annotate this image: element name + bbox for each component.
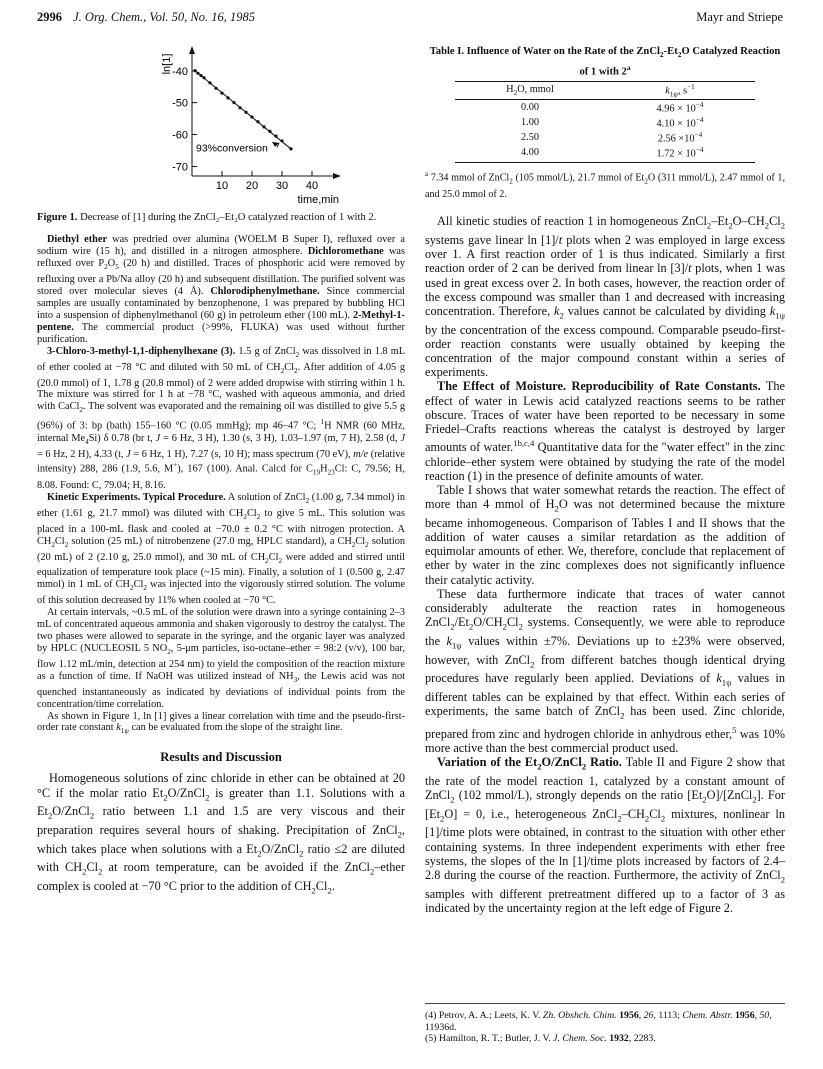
data-point — [193, 69, 196, 72]
data-point — [256, 120, 259, 123]
table-1-header-rate: $k_{1\psi}$, $s^{-1}$ — [605, 81, 755, 99]
running-authors: Mayr and Striepe — [696, 10, 783, 24]
data-point — [268, 130, 271, 133]
table-1-title: Table I. Influence of Water on the Rate of the $ZnCl_2-Et_2O$ Catalyzed Reaction of 1 with 2$^a$ — [429, 46, 781, 78]
data-point — [262, 125, 265, 128]
table-row — [455, 100, 755, 116]
figure-1-caption-label: Figure 1. — [37, 212, 78, 223]
experimental-paragraph-2: 3-Chloro-3-methyl-1,1-diphenylhexane (3). 1.5 g of ZnCl$_2$ was dissolved in 1.8 mL of ether cooled at −78 °C and diluted with 50 mL of $CH_2Cl_2$. After addition of 4.05 g (20.0 mmol) of 1, 1.78 g (20.8 mmol) of 2 were added dropwise with stirring within 1 h. The mixture was stirred for 1 h at −78 °C, washed with aqueous ammonia, and dried with CaCl$_2$. The solvent was evaporated and the remaining oil was distilled to give 5.5 g (96%) of 3: bp (bath) 155–160 °C (0.05 mmHg); mp 46–47 °C; $^1$H NMR (60 MHz, internal $Me_4Si$) δ 0.78 (br t, J = 6 Hz, 3 H), 1.30 (s, 3 H), 1.03–1.97 (m, 7 H), 2.58 (d, J = 6 Hz, 2 H), 4.33 (t, J = 6 Hz, 1 H), 7.27 (s, 10 H); mass spectrum (70 eV), m/e (relative intensity) 288, 286 (1.9, 5.6, M+), 167 (100). Anal. Calcd for $C_{19}H_{23}Cl$: C, 79.56; H, 8.08. Found: C, 79.04; H, 8.16. — [37, 345, 406, 491]
table-1-footnote: $^a$ 7.34 mmol of ZnCl$_2$ (105 mmol/L), 21.7 mmol of $Et_2O$ (311 mmol/L), 2.47 mmol of 1, and 25.0 mmol of 2. — [425, 170, 785, 200]
y-axis-label: ln[1] — [161, 53, 173, 75]
experimental-paragraph-1: Diethyl ether was predried over alumina (WOELM B Super I), refluxed over a sodium wire (15 h), and distilled in a nitrogen atmosphere. Dichloromethane was refluxed over $P_2O_5$ (20 h) and distilled. Traces of phosphoric acid were removed by refluxing over a Pb/Na alloy (20 h) and subsequent distillation. The purified solvent was stored over molecular sieves (4 Å). Chlorodiphenylmethane. Since commercial samples are usually contaminated by benzophenone, 1 was prepared by bubbling HCl into a suspension of diphenylmethanol (60 g) in petroleum ether (100 mL). 2-Methyl-1-pentene. The commercial product (>99%, FLUKA) was used without further purification. — [37, 234, 406, 345]
discussion-paragraph-2: The Effect of Moisture. Reproducibility of Rate Constants. The effect of water in Lewis acid catalyzed reactions seems to be rather obscure. Traces of water have been reported to be necessary in some Friedel–Crafts reactions whereas the catalyst is destroyed by larger amounts of water.$^{1b,c,4}$ Quantitative data for the "water effect" in the zinc chloride–ether system were obtained by studying the rate of the model reaction (1) in the presence of definite amounts of water. — [425, 379, 786, 483]
table-row — [455, 145, 755, 163]
discussion-paragraph-1: All kinetic studies of reaction 1 in homogeneous $ZnCl_2-Et_2O-CH_2Cl_2$ systems gave linear ln [1]/t plots when 2 was employed in large excess over 1. A first reaction order of 1 is thus indicated. Similarly a first reaction order of 2 can be derived from linear ln [3]/t plots, when 1 was used in great excess over 2. In both cases, however, the reaction order of the excess compound was smaller than 1 and decreased with increasing concentration. Therefore, $k_2$ values cannot be calculated by dividing $k_{1\psi}$ by the concentration of the excess compound. Comparable pseudo-first-order reaction constants were usually obtained by keeping the concentration of the major compound constant within a series of experiments. — [425, 214, 785, 380]
data-point — [214, 87, 217, 90]
journal-citation: J. Org. Chem., Vol. 50, No. 16, 1985 — [73, 10, 255, 24]
x-tick-label: 20 — [245, 180, 259, 192]
results-text-left — [37, 771, 405, 897]
y-tick-label: -60 — [172, 129, 188, 142]
y-tick-label: -40 — [172, 65, 188, 78]
results-heading: Results and Discussion — [160, 750, 282, 765]
data-point — [196, 72, 199, 75]
left-column — [37, 40, 405, 898]
page-number: 2996 — [37, 10, 62, 24]
experimental-paragraph-5: As shown in Figure 1, ln [1] gives a linear correlation with time and the pseudo-first-order rate constant $k_{1\psi}$ can be evaluated from the slope of the straight line. — [37, 710, 405, 736]
y-tick-label: -70 — [172, 161, 188, 174]
water-cell: 4.00 — [455, 145, 605, 163]
y-axis-arrow — [189, 46, 195, 54]
data-point — [220, 91, 223, 94]
water-cell: 1.00 — [520, 117, 540, 129]
y-tick-label: -50 — [172, 97, 188, 110]
water-cell: 2.50 — [520, 132, 540, 144]
figure-1-caption-text: Decrease of [1] during the ZnCl₂–Et₂O catalyzed reaction of 1 with 2. — [80, 212, 377, 223]
data-point — [250, 115, 253, 118]
discussion-paragraph-4: These data furthermore indicate that traces of water cannot considerably adulterate the reaction rates in homogeneous $ZnCl_2/Et_2O/CH_2Cl_2$ systems. Consequently, we were able to reproduce the $k_{1\psi}$ values within ±7%. Deviations up to ±23% were observed, however, with ZnCl$_2$ from different batches though identical drying procedures have regularly been applied. Deviations of $k_{1\psi}$ values in different tables can be explained by that effect. Within each series of experiments, the same batch of ZnCl$_2$ has been used. Zinc chloride, prepared from zinc and hydrogen chloride in anhydrous ether,$^5$ was 10% more active than the best commercial product used. — [425, 586, 785, 756]
table-1-header-water: $H_2O$, mmol — [455, 81, 605, 99]
data-point — [244, 111, 247, 114]
rate-cell: $4.96 \times 10^{-4}$ — [656, 101, 704, 115]
x-axis-arrow — [333, 173, 341, 179]
reference-4: (4) Petrov, A. A.; Leets, K. V. Zh. Obshch. Chim. 1956, 26, 1113; Chem. Abstr. 1956, 50, 11936d. — [425, 1010, 772, 1033]
experimental-paragraph-4: At certain intervals, ~0.5 mL of the solution were drawn into a syringe containing 2–3 mL of concentrated aqueous ammonia and shaken vigorously to destroy the catalyst. The two phases were allowed to separate in the syringe, and the organic layer was analyzed by HPLC (NUCLEOSIL 5 $NO_2$, 5-μm particles, iso-octane–ether = 98:2 (v/v), 100 bar, flow 1.12 mL/min, detection at 254 nm) to yield the composition of the reaction mixture as a function of time. If NaOH was utilized instead of $NH_3$, the Lewis acid was not quenched instantaneously as indicated by deviations of individual points from the concentration/time correlation. — [37, 607, 406, 710]
figure-1 — [37, 40, 405, 208]
x-axis-label: time,min — [297, 194, 339, 206]
results-paragraph-1: Homogeneous solutions of zinc chloride in ether can be obtained at 20 °C if the molar ratio $Et_2O/ZnCl_2$ is greater than 1.1. Solutions with a $Et_2O/ZnCl_2$ ratio between 1.1 and 1.5 are very viscous and their preparation requires several hours of shaking. Precipitation of ZnCl$_2$, which takes place when solutions with a $Et_2O/ZnCl_2$ ratio ≤2 are diluted with $CH_2Cl_2$ at room temperature, can be avoided if the ZnCl$_2$–ether complex is cooled at −70 °C prior to the addition of $CH_2Cl_2$. — [37, 771, 406, 896]
references — [425, 1003, 785, 1045]
rate-cell: $2.56 \times 10^{-4}$ — [657, 131, 703, 145]
data-point — [226, 96, 229, 99]
data-point — [280, 139, 283, 142]
results-text-right — [425, 214, 785, 915]
data-point — [274, 135, 277, 138]
right-column — [425, 40, 785, 915]
data-point — [232, 101, 235, 104]
experimental-section — [37, 234, 405, 738]
rate-cell: $4.10 \times 10^{-4}$ — [656, 116, 704, 130]
page-header — [37, 10, 783, 30]
x-tick-label: 10 — [215, 180, 229, 192]
data-point — [199, 74, 202, 77]
figure-1-plot — [37, 40, 405, 208]
data-point — [202, 76, 205, 79]
table-row — [455, 115, 755, 130]
reference-5: (5) Hamilton, R. T.; Butler, J. V. J. Chem. Soc. 1932, 2283. — [425, 1033, 656, 1045]
rate-cell: $1.72 \times 10^{-4}$ — [605, 145, 755, 163]
x-tick-label: 30 — [275, 180, 289, 192]
data-point — [289, 147, 292, 150]
table-1 — [455, 81, 755, 164]
x-tick-label: 40 — [305, 180, 319, 192]
experimental-paragraph-3: Kinetic Experiments. Typical Procedure. A solution of ZnCl$_2$ (1.00 g, 7.34 mmol) in ether (1.61 g, 21.7 mmol) was diluted with $CH_2Cl_2$ to give 5 mL. This solution was placed in a 100-mL flask and cooled at −70.0 ± 0.2 °C with nitrogen protection. A $CH_2Cl_2$ solution (25 mL) of nitrobenzene (27.0 mg, HPLC standard), a $CH_2Cl_2$ solution (20 mL) of 2 (2.10 g, 25.0 mmol), and 30 mL of $CH_2Cl_2$ were added and stirred until equalization of temperature took place (~15 min). Finally, a solution of 1 (0.500 g, 2.47 mmol) in 1 mL of $CH_2Cl_2$ was injected into the vigorously stirred solution. The volume of this solution decreased by 11% when cooled at −70 °C. — [37, 491, 405, 607]
discussion-paragraph-3: Table I shows that water somewhat retards the reaction. The effect of more than 4 mmol of $H_2O$ was not determined because the mixture became inhomogeneous. Comparison of Tables I and II shows that the addition of water causes a similar retardation as the addition of equimolar amounts of ether. We, therefore, conclude that replacement of ether by water in the zinc complexes does not significantly influence their catalytic activity. — [425, 482, 785, 587]
discussion-paragraph-5: Variation of the $Et_2O/ZnCl_2$ Ratio. Table II and Figure 2 show that the rate of the model reaction 1, catalyzed by a constant amount of ZnCl$_2$ (102 mmol/L), strongly depends on the ratio $[Et_2O]/[ZnCl_2]$. For $[Et_2O] = 0$, i.e., heterogeneous $ZnCl_2-CH_2Cl_2$ mixtures, nonlinear ln [1]/time plots were obtained, in contrast to the situation with other ether containing systems. In three independent experiments with ether free systems, the slopes of the ln [1]/time plots increased by factors of 2.4–2.8 during the course of the reaction. Furthermore, the activity of ZnCl$_2$ samples with different pretreatment differed up to a factor of 3 as indicated by the uncertainty region at the left edge of Figure 2. — [425, 755, 786, 915]
table-1-body — [455, 100, 755, 163]
conversion-annotation: 93%conversion — [196, 142, 268, 155]
data-point — [238, 106, 241, 109]
table-row — [455, 130, 755, 145]
figure-1-caption — [37, 212, 405, 224]
water-cell: 0.00 — [520, 102, 540, 113]
data-point — [208, 81, 211, 84]
